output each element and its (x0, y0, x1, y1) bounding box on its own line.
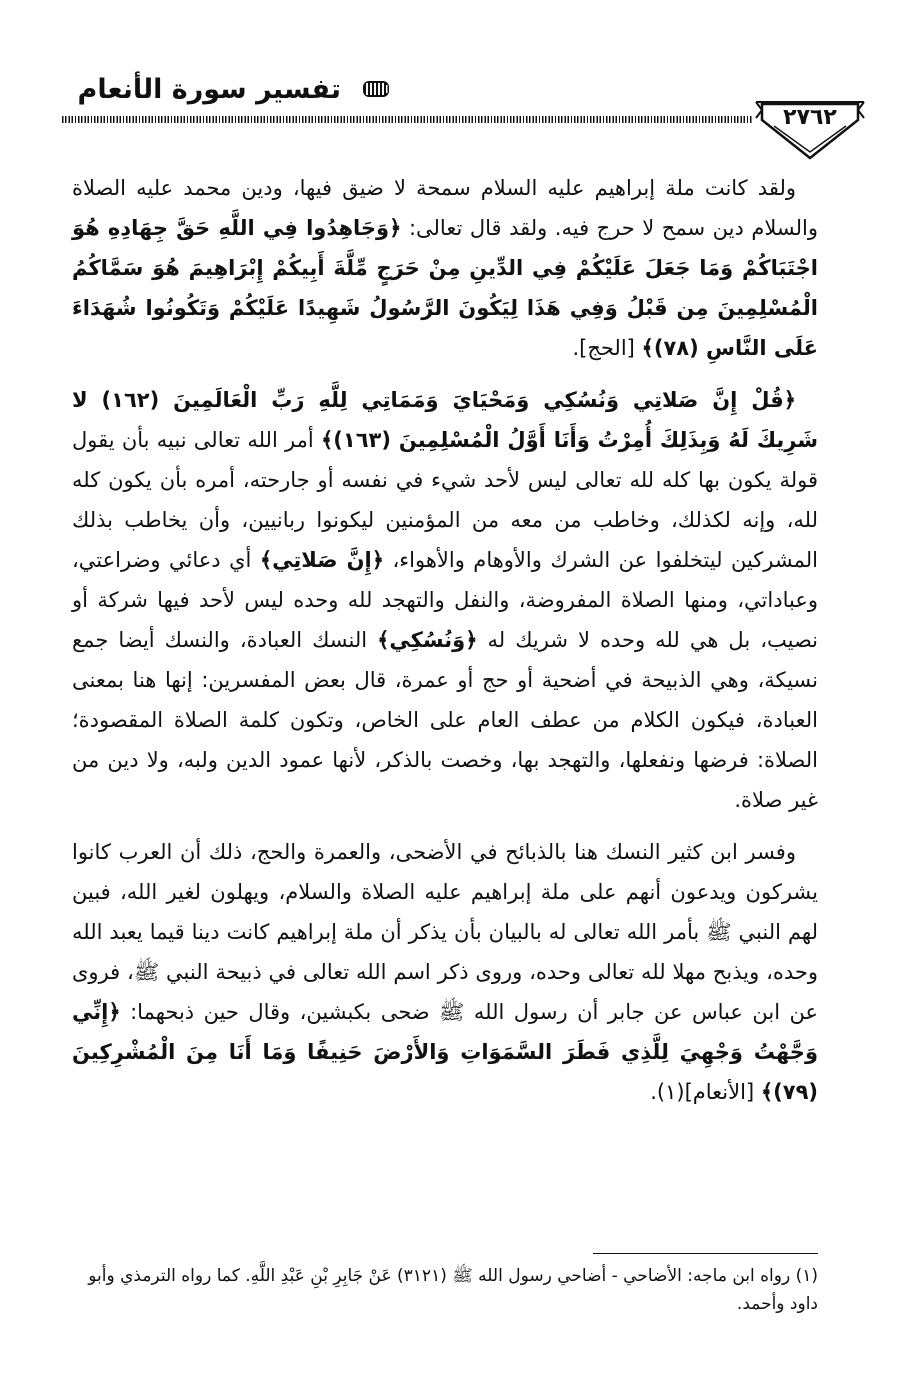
commentary-text: أي دعائي وضراعتي، وعباداتي، ومنها الصلاة المفروضة، والنفل والتهجد لله وحده ليس لأحد فيها شركة أو نصيب، بل هي لله وحده لا شريك له (72, 548, 818, 652)
commentary-text: أمر الله تعالى نبيه بأن يقول قولة يكون بها كله لله تعالى ليس لأحد شيء في نفسه أو جارحته، أمره بأن يكون كله لله، وإنه لكذلك، وخاطب من معه من المؤمنين ليكونوا ربانيين، وأن يخاطب بذلك المشركين ليتخلفوا عن الشرك والأوهام والأهواء، (72, 428, 818, 572)
quran-verse: ﴿وَنُسُكِي﴾ (377, 628, 478, 652)
header-rule (62, 116, 752, 123)
commentary-text: [الأنعام](١). (650, 1080, 761, 1104)
paragraph (72, 832, 818, 1112)
running-header-title: تفسير سورة الأنعام (77, 74, 341, 105)
paragraph (72, 168, 818, 368)
footnote: (١) رواه ابن ماجه: الأضاحي - أضاحي رسول الله ﷺ (٣١٢١) عَنْ جَابِرِ بْنِ عَبْدِ اللَّهِ. كما رواه الترمذي وأبو داود وأحمد. (88, 1266, 818, 1314)
quran-verse: ﴿وَجَاهِدُوا فِي اللَّهِ حَقَّ جِهَادِهِ هُوَ اجْتَبَاكُمْ وَمَا جَعَلَ عَلَيْكُمْ فِي الدِّينِ مِنْ حَرَجٍ مِّلَّةَ أَبِيكُمْ إِبْرَاهِيمَ هُوَ سَمَّاكُمُ الْمُسْلِمِينَ مِن قَبْلُ وَفِي هَذَا لِيَكُونَ الرَّسُولُ شَهِيدًا عَلَيْكُمْ وَتَكُونُوا شُهَدَاءَ عَلَى النَّاسِ (٧٨)﴾ (72, 216, 818, 360)
page-number: ٢٧٦٢ (783, 105, 837, 130)
main-text (72, 168, 818, 1124)
commentary-text: ولقد كانت ملة إبراهيم عليه السلام سمحة لا ضيق فيها، ودين محمد عليه الصلاة والسلام دين سمح لا حرج فيه. ولقد قال تعالى: (72, 176, 818, 240)
paragraph (72, 380, 818, 820)
quran-verse: ﴿إِنَّ صَلاتِي﴾ (259, 548, 385, 572)
commentary-text: [الحج]. (572, 336, 642, 360)
ornament-icon (362, 77, 390, 101)
quran-verse: ﴿قُلْ إِنَّ صَلاتِي وَنُسُكِي وَمَحْيَايَ وَمَمَاتِي لِلَّهِ رَبِّ الْعَالَمِينَ (١٦٢) لا شَرِيكَ لَهُ وَبِذَلِكَ أُمِرْتُ وَأَنَا أَوَّلُ الْمُسْلِمِينَ (١٦٣)﴾ (72, 388, 818, 452)
quran-verse: ﴿إِنِّي وَجَّهْتُ وَجْهِيَ لِلَّذِي فَطَرَ السَّمَوَاتِ وَالأَرْضَ حَنِيفًا وَمَا أَنَا مِنَ الْمُشْرِكِينَ (٧٩)﴾ (72, 1000, 818, 1104)
commentary-text: النسك العبادة، والنسك أيضا جمع نسيكة، وهي الذبيحة في أضحية أو حج أو عمرة، قال بعض المفسرين: إنها هنا بمعنى العبادة، فيكون الكلام من عطف العام على الخاص، وتكون كلمة الصلاة المقصودة؛ الصلاة: فرضها ونفعلها، والتهجد بها، وخصت بالذكر، لأنها عمود الدين ولبه، ولا دين من غير صلاة. (72, 628, 818, 812)
commentary-text: وفسر ابن كثير النسك هنا بالذبائح في الأضحى، والعمرة والحج، ذلك أن العرب كانوا يشركون ويدعون أنهم على ملة إبراهيم عليه الصلاة والسلام، ويهلون لغير الله، فبين لهم النبي ﷺ بأمر الله تعالى له بالبيان بأن يذكر أن ملة إبراهيم كانت دينا قيما يعبد الله وحده، ويذبح مهلا لله تعالى وحده، وروى ذكر اسم الله تعالى في ذبيحة النبي ﷺ، فروى عن ابن عباس عن جابر أن رسول الله ﷺ ضحى بكبشين، وقال حين ذبحهما: (72, 840, 818, 1024)
footnote-separator (593, 1253, 818, 1254)
